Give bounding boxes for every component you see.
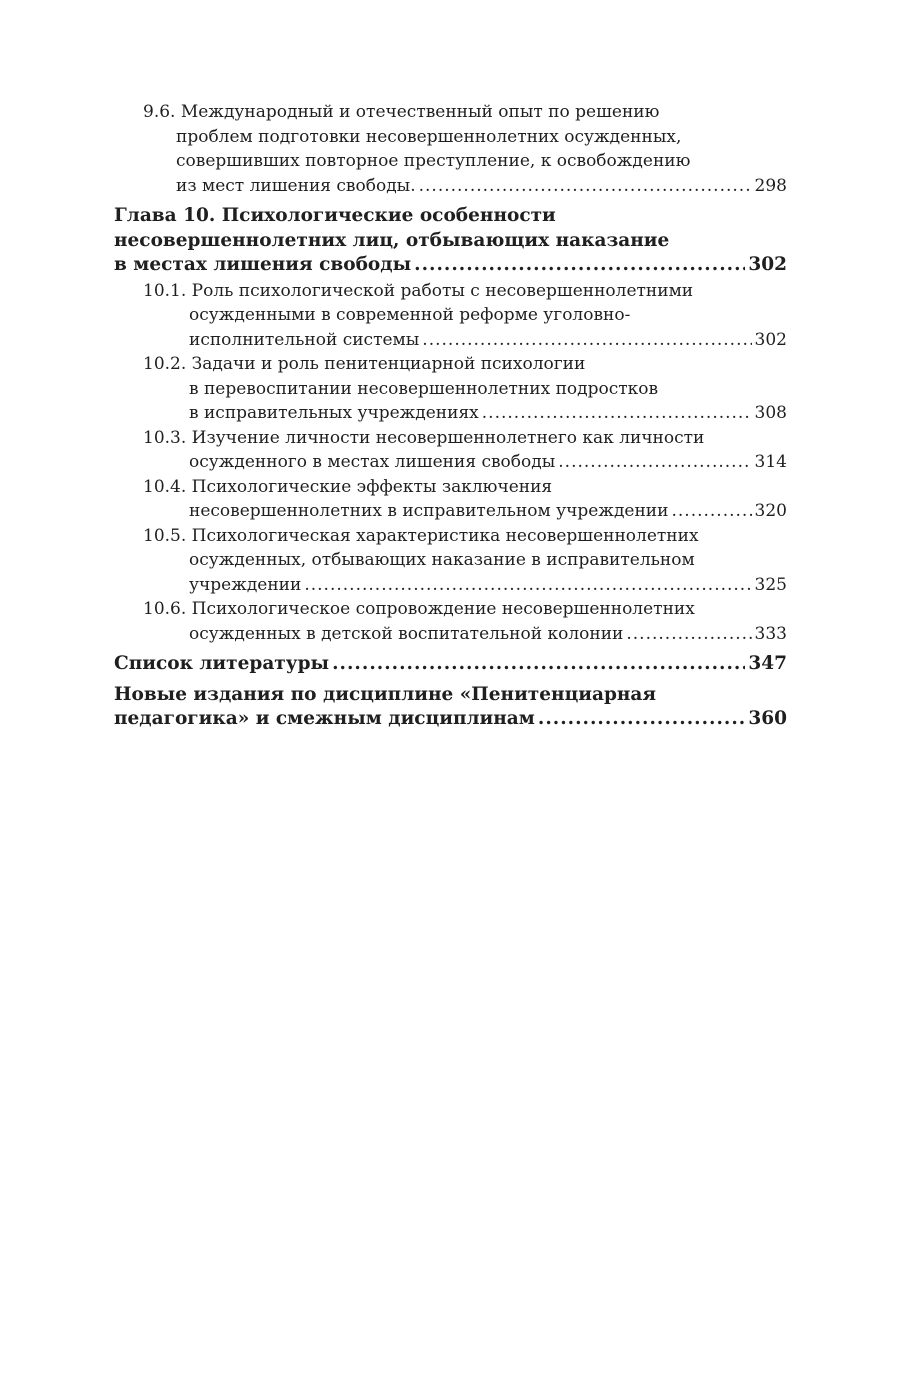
toc-entry-text: осужденных в детской воспитательной колонии [189, 623, 624, 644]
toc-entry-text: учреждении [189, 574, 302, 595]
toc-entry-10-2[interactable] [114, 352, 787, 426]
dot-leader [671, 499, 751, 524]
toc-entry-text: 10.5. Психологическая характеристика несовершеннолетних [143, 525, 699, 546]
toc-page-number: 320 [754, 501, 787, 521]
toc-entry-10-4[interactable] [114, 475, 787, 524]
dot-leader [304, 573, 751, 598]
toc-entry-10-5[interactable] [114, 524, 787, 598]
dot-leader [558, 450, 751, 475]
toc-bibliography[interactable] [114, 652, 787, 677]
toc-entry-text: 10.6. Психологическое сопровождение несовершеннолетних [143, 599, 695, 619]
toc-entry-10-3[interactable] [114, 426, 787, 475]
toc-entry-text: 10.3. Изучение личности несовершеннолетнего как личности [143, 427, 705, 448]
toc-entry-text: 9.6. Международный и отечественный опыт по решению [143, 102, 660, 122]
dot-leader [626, 622, 751, 647]
dot-leader [414, 253, 745, 278]
toc-chapter-title: педагогика» и смежным дисциплинам [114, 708, 535, 729]
toc-entry-text: осужденных, отбывающих наказание в исправительном [189, 550, 695, 570]
dot-leader [422, 328, 751, 353]
toc-page-number: 298 [754, 175, 787, 196]
toc-page-number: 333 [754, 623, 787, 644]
toc-page-number: 302 [748, 254, 787, 275]
toc-page-number: 308 [754, 403, 787, 423]
toc-entry-9-6[interactable] [114, 100, 787, 198]
toc-entry-text: из мест лишения свободы. [176, 175, 416, 196]
toc-page-number: 360 [748, 708, 787, 729]
toc-entry-10-1[interactable] [114, 279, 787, 353]
toc-entry-text: несовершеннолетних в исправительном учреждении [189, 501, 669, 521]
toc-entry-text: исполнительной системы [189, 329, 420, 350]
toc-chapter-title: несовершеннолетних лиц, отбывающих наказание [114, 229, 670, 251]
toc-chapter-title: в местах лишения свободы [114, 254, 412, 275]
toc-entry-10-6[interactable] [114, 597, 787, 646]
table-of-contents [114, 100, 787, 733]
toc-entry-text: в исправительных учреждениях [189, 403, 479, 423]
toc-entry-text: в перевоспитании несовершеннолетних подростков [189, 378, 659, 399]
toc-chapter-title: Список литературы [114, 653, 330, 674]
toc-page-number: 302 [754, 329, 787, 350]
toc-page-number: 325 [754, 574, 787, 595]
toc-entry-text: 10.1. Роль психологической работы с несовершеннолетними [143, 280, 694, 301]
dot-leader [482, 401, 752, 426]
toc-entry-text: проблем подготовки несовершеннолетних осужденных, [176, 126, 682, 147]
dot-leader [538, 707, 746, 732]
toc-entry-text: 10.2. Задачи и роль пенитенциарной психологии [143, 354, 586, 374]
toc-new-editions[interactable] [114, 683, 787, 732]
toc-page-number: 314 [754, 452, 787, 472]
dot-leader [419, 174, 752, 199]
toc-entry-text: осужденными в современной реформе уголовно- [189, 305, 631, 325]
toc-chapter-10[interactable] [114, 204, 787, 278]
toc-page-number: 347 [748, 653, 787, 674]
toc-chapter-title: Новые издания по дисциплине «Пенитенциарная [114, 683, 657, 705]
toc-entry-text: 10.4. Психологические эффекты заключения [143, 476, 553, 497]
toc-entry-text: совершивших повторное преступление, к освобождению [176, 151, 691, 171]
toc-entry-text: осужденного в местах лишения свободы [189, 452, 556, 472]
dot-leader [332, 652, 745, 677]
toc-chapter-title: Глава 10. Психологические особенности [114, 205, 556, 226]
